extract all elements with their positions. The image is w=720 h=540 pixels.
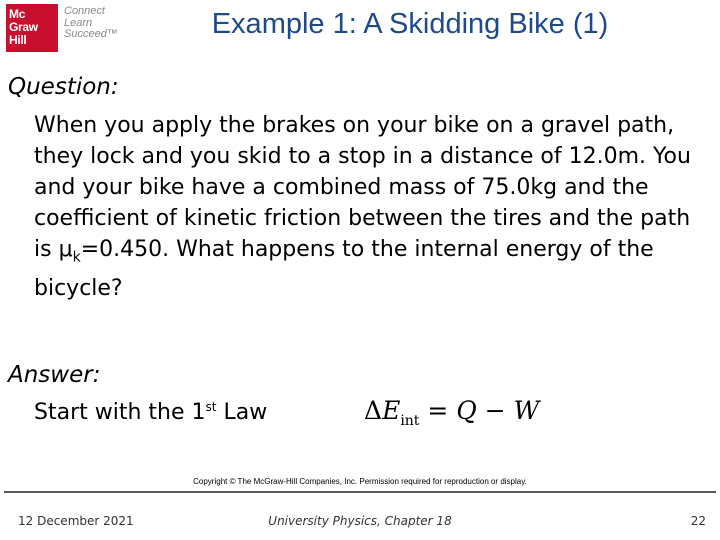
eq-w: W [513, 396, 540, 425]
answer-text-part-1: Start with the 1 [34, 400, 206, 425]
slide-title: Example 1: A Skidding Bike (1) [211, 8, 609, 40]
footer-course-title: University Physics, Chapter 18 [268, 514, 452, 528]
mcgraw-hill-logo [6, 4, 134, 54]
answer-label: Answer: [8, 362, 101, 388]
logo-tagline-2: Learn [64, 16, 93, 29]
ordinal-superscript: st [205, 400, 217, 414]
question-label: Question: [8, 74, 119, 100]
logo-line-1: Mc [9, 7, 26, 21]
question-text [34, 110, 714, 304]
logo-line-2: Graw [9, 20, 38, 34]
question-text-part-1: When you apply the brakes on your bike on a gravel path, they lock and you skid to a stop in a distance of 12.0m. You and your bike have a combined mass of 75.0kg and the coefficient of kinetic friction between the tires and the path is μ [34, 113, 691, 262]
footer-date: 12 December 2021 [18, 514, 134, 528]
answer-text-part-2: Law [216, 400, 268, 425]
eq-e: E [382, 396, 401, 425]
logo-tagline-3: Succeed™ [64, 28, 118, 40]
eq-minus: − [476, 396, 514, 425]
mu-subscript: k [72, 249, 81, 266]
footer-divider [4, 491, 716, 493]
eq-equals: = [419, 396, 457, 425]
logo-line-3: Hill [9, 33, 27, 47]
logo-tagline [64, 6, 136, 41]
answer-text [34, 400, 267, 425]
eq-int-subscript: int [400, 413, 420, 429]
logo-tagline-1: Connect [64, 5, 105, 17]
eq-delta: Δ [364, 396, 383, 425]
question-text-part-2: =0.450. What happens to the internal energy of the bicycle? [34, 237, 654, 302]
copyright-notice: Copyright © The McGraw-Hill Companies, Inc. Permission required for reproduction or display. [193, 477, 527, 486]
eq-q: Q [456, 396, 477, 425]
slide-number: 22 [690, 514, 706, 528]
logo-mark [6, 4, 58, 52]
first-law-equation [364, 396, 539, 429]
